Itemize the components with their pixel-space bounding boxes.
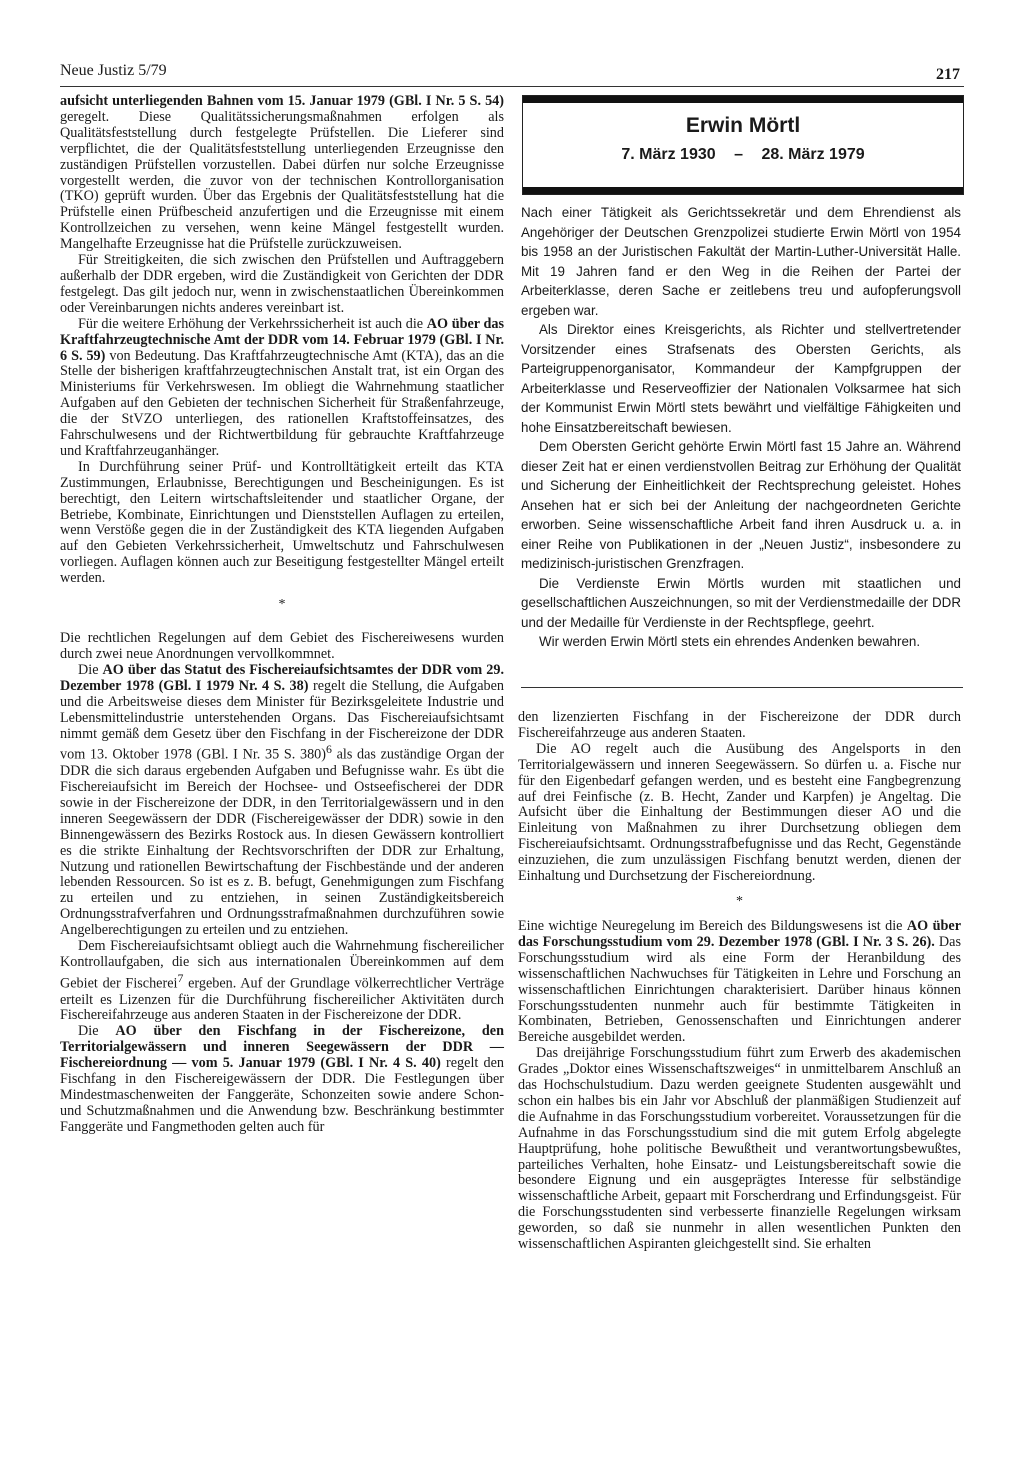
paragraph: Nach einer Tätigkeit als Gerichtssekretär und dem Ehrendienst als Angehöriger der Deutschen Grenzpolizei studierte Erwin Mörtl von 1954 bis 1958 an der Juristischen Fakultät der Martin-Luther-Universität Halle. Mit 19 Jahren fand er den Weg in die Reihen der Partei der Arbeiterklasse, deren Sache er zeitlebens treu und aufopferungsvoll ergeben war. [521, 205, 961, 318]
text-run: als das zuständige Organ der DDR die sich daraus ergebenden Aufgaben und Befugnisse wahr. Es übt die Fischereiaufsicht im Bereich der Hochsee- und Ostseefischerei der DDR sowie in der Fischereizone der DDR, in den Territorialgewässern und in den inneren Seegewässern der DDR (Fischereigewässer der DDR) sowie in den Binnengewässern des Bezirks Rostock aus. In diesen Gewässern kontrolliert es die strikte Einhaltung der Rechtsvorschriften der DDR zur Erhaltung, Nutzung und rationellen Bewirtschaftung der Fischbestände und der anderen lebenden Ressourcen. So ist es z. B. befugt, Genehmigungen zum Fischfang zu erteilen und zu entziehen, in seinen Zuständigkeitsbereich Ordnungsstrafverfahren und Ordnungsstrafmaßnahmen durchzuführen sowie Angelberechtigungen zu erteilen und zu entziehen. [60, 747, 504, 939]
paragraph: den lizenzierten Fischfang in der Fischereizone der DDR durch Fischereifahrzeuge aus anderen Staaten. [518, 709, 961, 741]
text-run: regelt die Stellung, die Aufgaben und die Arbeitsweise dieses dem Minister für Bezirksgeleitete Industrie und Lebensmittelindustrie unterstehenden Organs. Das Fischereiaufsichtsamt nimmt gemäß dem Gesetz über den Fischfang in der Fischereizone der DDR vom 13. Oktober 1978 (GBl. I Nr. 35 S. 380) [60, 677, 504, 764]
paragraph [60, 1024, 504, 1135]
paragraph [60, 939, 504, 1024]
death-date: 28. März 1979 [761, 146, 865, 163]
paragraph: Für Streitigkeiten, die sich zwischen den Prüfstellen und Auftraggebern außerhalb der DDR ergeben, wird die Zuständigkeit von Gerichten der DDR festgelegt. Das gilt jedoch nur, wenn in zwischenstaatlichen Übereinkommen oder Vereinbarungen nichts anderes vereinbart ist. [60, 252, 504, 316]
paragraph: Das dreijährige Forschungsstudium führt zum Erwerb des akademischen Grades „Doktor eines Wissenschaftszweiges“ in unmittelbarem Anschluß an das Hochschulstudium. Dazu werden geeignete Studenten ausgewählt und schon ein halbes bis ein Jahr vor Abschluß der planmäßigen Studienzeit auf die Aufnahme in das Forschungsstudium vorbereitet. Voraussetzungen für die Aufnahme in das Forschungsstudium sind die mit gutem Erfolg abgelegte Hauptprüfung, hohe politische Bewußtheit und verantwortungsbewußtes, parteiliches Verhalten, hohe Einsatz- und Leistungsbereitschaft sowie die besondere Eignung und ein ausgeprägtes Interesse für selbständige wissenschaftliche Arbeit, gepaart mit Forscherdrang und Erfindungsgeist. Für die Forschungsstudenten sind verbesserte finanzielle Regelungen wirksam geworden, so daß sie nunmehr in allen wesentlichen Punkten den wissenschaftlichen Aspiranten gleichgestellt sind. Sie erhalten [518, 1045, 961, 1253]
paragraph: Als Direktor eines Kreisgerichts, als Richter und stellvertretender Vorsitzender eines Strafsenats des Obersten Gerichts, als Parteigruppenorganisator, Kommandeur der Kampfgruppen der Arbeiterklasse und Reserveoffizier der Nationalen Volksarmee hat sich der Kommunist Erwin Mörtl stets bewährt und vielfältige Fähigkeiten und hohe Einsatzbereitschaft bewiesen. [521, 322, 961, 435]
paragraph: Die AO regelt auch die Ausübung des Angelsports in den Territorialgewässern und inneren Seegewässern. So dürfen u. a. Fische nur für den Eigenbedarf gefangen werden, und es besteht eine Fangbegrenzung auf drei Feinfische (z. B. Hecht, Zander und Karpfen) je Angeltag. Die Aufsicht über die Einhaltung der Bestimmungen dieser AO und die Einleitung von Maßnahmen zu ihrer Durchsetzung obliegen dem Fischereiaufsichtsamt. Ordnungsstrafbefugnisse und das Recht, Gegenstände einzuziehen, die zum unzulässigen Fischfang benutzt werden, dienen der Einhaltung und Durchsetzung der Fischereiordnung. [518, 740, 961, 885]
footnote-marker: 7 [177, 970, 184, 985]
column-divider-line [521, 687, 963, 688]
page-header [60, 60, 964, 87]
footnote-marker: 6 [325, 742, 332, 757]
text-run: Die [78, 1023, 116, 1040]
obituary-text [521, 203, 961, 652]
paragraph: Wir werden Erwin Mörtl stets ein ehrendes Andenken bewahren. [539, 634, 921, 649]
left-column [60, 94, 504, 1136]
bold-reference: aufsicht unterliegenden Bahnen vom 15. Januar 1979 (GBl. I Nr. 5 S. 54) [60, 93, 504, 109]
text-run: Für die weitere Erhöhung der Verkehrssicherheit ist auch die [78, 315, 427, 332]
bold-reference: AO über das Kraftfahrzeugtechnische Amt der DDR vom 14. Februar 1979 (GBl. I Nr. 6 S. 59) [60, 315, 504, 364]
text-run: Dem Fischereiaufsichtsamt obliegt auch die Wahrnehmung fischereilicher Kontrollaufgaben, die sich aus internationalen Übereinkommen auf dem Gebiet der Fischerei [60, 938, 504, 992]
section-separator-star: * [278, 597, 286, 613]
birth-date: 7. März 1930 [621, 146, 716, 163]
text-run: Das Forschungsstudium wird als eine Form der Heranbildung des wissenschaftlichen Nachwuchses für Tätigkeiten in Lehre und Forschung an wissenschaftlichen Einrichtungen charakterisiert. Darüber hinaus können Forschungsstudenten nunmehr auch für bestimmte Tätigkeiten in Kombinaten, Betrieben, Genossenschaften und Einrichtungen anderer Bereiche ausgebildet werden. [518, 933, 961, 1046]
paragraph: Dem Obersten Gericht gehörte Erwin Mörtl fast 15 Jahre an. Während dieser Zeit hat er einen verdienstvollen Beitrag zur Erhöhung der Qualität und Sicherung der Einheitlichkeit der Rechtsprechung geleistet. Hohes Ansehen hat er sich bei der Anleitung der nachgeordneten Gerichte erworben. Seine wissenschaftliche Arbeit fand ihren Ausdruck u. a. in einer Reihe von Publikationen in der „Neuen Justiz“, insbesondere zu medizinisch-juristischen Grenzfragen. [521, 439, 961, 571]
text-run: Eine wichtige Neuregelung im Bereich des Bildungswesens ist die [518, 917, 907, 934]
obituary-box [522, 95, 964, 195]
paragraph: In Durchführung seiner Prüf- und Kontrolltätigkeit erteilt das KTA Zustimmungen, Erlaubnisse, Berechtigungen und Bescheinigungen. Es ist berechtigt, den Leitern wirtschaftsleitender und staatlicher Organe, der Betriebe, Kombinate, Einrichtungen und Dienststellen Auflagen zu erteilen, wenn Verstöße gegen die in der Zuständigkeit des KTA liegenden Aufgaben auf den Gebieten Verkehrssicherheit, Umweltschutz und Fahrschulwesen vorliegen. Auflagen können auch zur Beseitigung festgestellter Mängel erteilt werden. [60, 458, 504, 587]
text-run: Die [78, 661, 103, 678]
text-run: ergeben. Auf der Grundlage völkerrechtlicher Verträge erteilt es Lizenzen für die Durchführung fischereilicher Aktivitäten durch Fischereifahrzeuge aus anderen Staaten in der Fischereizone der DDR. [60, 975, 504, 1024]
bold-reference: AO über das Forschungsstudium vom 29. Dezember 1978 (GBl. I Nr. 3 S. 26). [518, 917, 962, 950]
right-column [518, 710, 961, 1253]
page-number: 217 [936, 66, 960, 83]
obituary-dates [523, 146, 963, 164]
bold-reference: AO über den Fischfang in der Fischereizone, den Territorialgewässern und inneren Seegewässern der DDR — Fischereiordnung — vom 5. Januar 1979 (GBl. I Nr. 4 S. 40) [60, 1023, 504, 1072]
paragraph [60, 94, 504, 253]
paragraph [60, 317, 504, 460]
text-run: von Bedeutung. Das Kraftfahrzeugtechnische Amt (KTA), das an die Stelle der bisherigen kraftfahrzeugtechnischen Anstalt trat, ist ein Organ des Ministeriums für Verkehrswesen. Im obliegt die Wahrnehmung staatlicher Aufgaben auf den Gebieten der technischen Sicherheit für Straßenfahrzeuge, die der StVZO unterliegen, des rationellen Kraftstoffeinsatzes, des Fahrschulwesens und der Richtwertbildung für gebrauchte Kraftfahrzeuge und Kraftfahrzeuganhänger. [60, 347, 504, 459]
bold-reference: AO über das Statut des Fischereiaufsichtsamtes der DDR vom 29. Dezember 1978 (GBl. I 1979 Nr. 4 S. 38) [60, 661, 504, 694]
paragraph [518, 919, 961, 1046]
paragraph [60, 663, 504, 939]
date-dash: – [734, 146, 743, 163]
obituary-name: Erwin Mörtl [685, 114, 801, 137]
paragraph: Die rechtlichen Regelungen auf dem Gebiet des Fischereiwesens wurden durch zwei neue Anordnungen vervollkommnet. [60, 630, 504, 662]
text-run: geregelt. Diese Qualitätssicherungsmaßnahmen erfolgen als Qualitätsfeststellung durch festgelegte Prüfstellen. Die Lieferer sind verpflichtet, die der Qualitätsfeststellung unterliegenden Erzeugnisse den zuständigen Prüfstellen vorzustellen. Dabei dürfen nur solche Erzeugnisse vorgestellt werden, die zuvor von der technischen Kontrollorganisation (TKO) geprüft wurden. Über das Ergebnis der Qualitätsfeststellung hat die Prüfstelle einen Prüfbescheid anzufertigen und die Erzeugnisse mit einem Kontrollzeichen zu versehen, wenn keine Mängel festgestellt wurden. Mangelhafte Erzeugnisse hat die Prüfstelle zurückzuweisen. [60, 108, 504, 253]
section-separator-star: * [736, 893, 743, 909]
journal-issue: Neue Justiz 5/79 [60, 62, 167, 79]
paragraph: Die Verdienste Erwin Mörtls wurden mit staatlichen und gesellschaftlichen Auszeichnungen, so mit der Verdienstmedaille der DDR und der Medaille für Verdienste in der Rechtspflege, geehrt. [521, 575, 961, 630]
text-run: regelt den Fischfang in den Fischereigewässern der DDR. Die Festlegungen über Mindestmaschenweiten der Fanggeräte, Schonzeiten sowie andere Schon- und Schutzmaßnahmen und die Anwendung bzw. Beschränkung bestimmter Fanggeräte und Fangmethoden gelten auch für [60, 1055, 505, 1135]
